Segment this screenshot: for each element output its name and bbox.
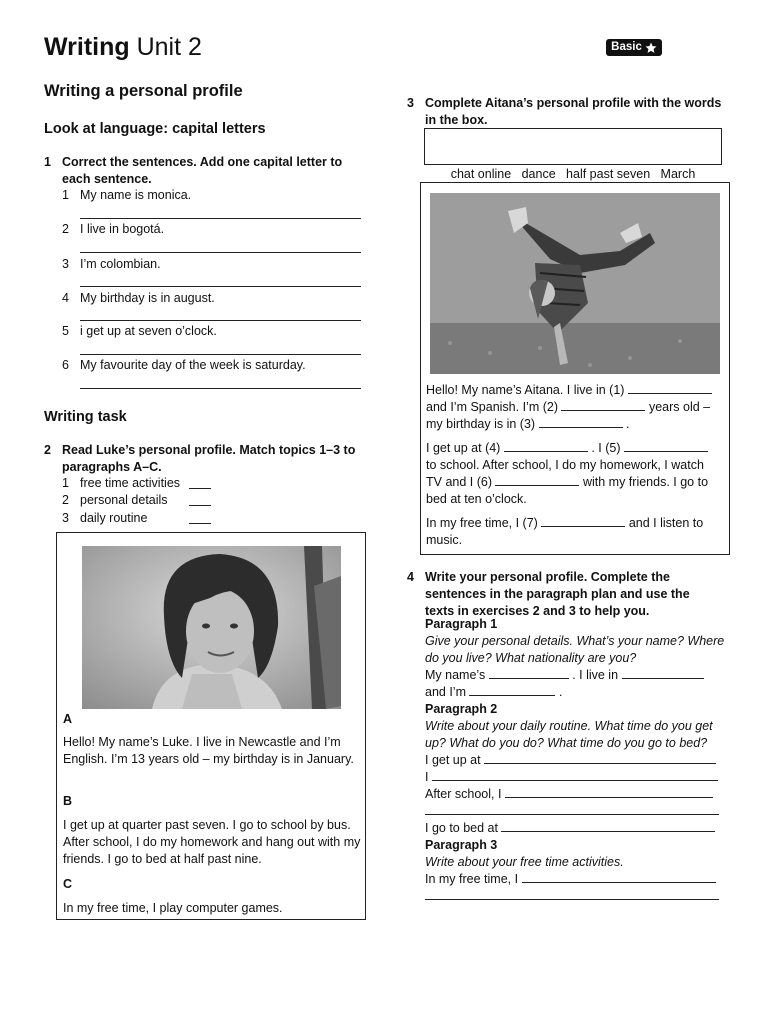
plan-text: After school, I (425, 786, 502, 801)
exercise-4-number: 4 (407, 570, 414, 584)
paragraph-a-text: Hello! My name’s Luke. I live in Newcastle and I’m English. I’m 13 years old – my birthday is in January. (63, 735, 354, 766)
ex2-topic-number: 3 (62, 511, 69, 525)
paragraph-b-label: B (63, 794, 73, 808)
ex1-item-text: I live in bogotá. (80, 222, 165, 236)
routine-blank[interactable] (432, 769, 718, 781)
ex1-answer-line[interactable] (80, 252, 361, 253)
exercise-1-instruction (44, 154, 364, 188)
aitana-text: . I (5) (591, 441, 621, 455)
aitana-text: music. (426, 532, 463, 547)
after-school-blank[interactable] (505, 786, 713, 798)
writing-task-heading: Writing task (44, 409, 127, 425)
exercise-3-text: Complete Aitana’s personal profile with the words in the box. (425, 96, 722, 127)
aitana-text: TV and I (6) (426, 474, 492, 489)
page-title-bold: Writing (44, 33, 130, 61)
ex2-answer-blank[interactable] (189, 488, 211, 489)
gap-6-blank[interactable] (495, 474, 579, 486)
ex2-topic-number: 1 (62, 476, 69, 490)
word-box (424, 128, 722, 181)
ex1-item-text: i get up at seven o’clock. (80, 324, 217, 338)
aitana-text: my birthday is in (3) (426, 416, 536, 431)
exercise-2-number: 2 (44, 443, 51, 457)
aitana-text: . (626, 416, 630, 431)
after-school-continue-blank[interactable] (425, 803, 719, 815)
level-badge (606, 39, 662, 56)
word-box-line: chat online dance half past seven March (450, 166, 696, 181)
nationality-blank[interactable] (469, 684, 555, 696)
city-blank[interactable] (622, 667, 704, 679)
exercise-4-instruction (407, 569, 707, 620)
aitana-paragraph-3 (426, 515, 730, 549)
luke-profile-box (56, 532, 366, 920)
aitana-text: to school. After school, I do my homework, I watch (426, 457, 704, 472)
ex1-item-text: My birthday is in august. (80, 291, 215, 305)
aitana-text: years old – (648, 399, 711, 414)
ex1-item-text: My favourite day of the week is saturday. (80, 358, 306, 372)
aitana-text: bed at ten o’clock. (426, 491, 527, 506)
ex1-answer-line[interactable] (80, 388, 361, 389)
page-title-unit: Unit 2 (136, 33, 202, 61)
aitana-text: and I listen to (628, 516, 704, 530)
aitana-text: I get up at (4) (426, 441, 501, 455)
paragraph-c-text: In my free time, I play computer games. (63, 901, 283, 915)
ex2-answer-blank[interactable] (189, 505, 211, 506)
paragraph-b-text: I get up at quarter past seven. I go to school by bus. After school, I do my homework and hang out with my friends. I go to bed at half past nine. (63, 818, 361, 866)
ex2-topic-text: daily routine (80, 511, 148, 525)
aitana-text: with my friends. I go to (582, 474, 709, 489)
aitana-paragraph-2 (426, 440, 730, 508)
paragraph-3-prompt: Write about your free time activities. (425, 854, 624, 869)
ex1-item-number: 4 (62, 291, 69, 305)
plan-text: In my free time, I (425, 871, 519, 886)
ex1-item-text: I’m colombian. (80, 257, 161, 271)
star-icon (645, 42, 657, 54)
boy-portrait-image (82, 546, 341, 709)
exercise-1-number: 1 (44, 155, 51, 169)
paragraph-c-label: C (63, 877, 73, 891)
ex2-answer-blank[interactable] (189, 523, 211, 524)
plan-text: I get up at (425, 752, 481, 767)
plan-text: I go to bed at (425, 820, 498, 835)
paragraph-2-title: Paragraph 2 (425, 701, 498, 716)
paragraph-1-title: Paragraph 1 (425, 617, 498, 631)
aitana-text: Hello! My name’s Aitana. I live in (1) (426, 383, 625, 397)
exercise-3-number: 3 (407, 96, 414, 110)
bed-time-blank[interactable] (501, 820, 715, 832)
paragraph-2-prompt: Write about your daily routine. What time do you get up? What do you do? What time do you go to bed? (425, 718, 713, 750)
exercise-4-text: Write your personal profile. Complete the sentences in the paragraph plan and use the texts in exercises 2 and 3 to help you. (425, 570, 690, 618)
gap-3-blank[interactable] (539, 416, 623, 428)
level-badge-label: Basic (611, 40, 642, 53)
exercise-3-instruction (407, 95, 727, 129)
ex1-answer-line[interactable] (80, 218, 361, 219)
ex2-topic-text: personal details (80, 493, 168, 507)
aitana-text: In my free time, I (7) (426, 516, 538, 530)
plan-text: and I’m (425, 684, 466, 699)
ex1-item-number: 6 (62, 358, 69, 372)
aitana-profile-box (420, 182, 730, 555)
exercise-2-text: Read Luke’s personal profile. Match topics 1–3 to paragraphs A–C. (62, 443, 356, 474)
breakdancer-image (430, 193, 720, 374)
plan-text: My name’s (425, 667, 486, 682)
ex2-topic-number: 2 (62, 493, 69, 507)
aitana-photo (430, 193, 720, 374)
ex1-item-number: 2 (62, 222, 69, 236)
luke-photo (82, 546, 341, 709)
ex1-item-text: My name is monica. (80, 188, 192, 202)
free-time-blank[interactable] (522, 871, 716, 883)
aitana-paragraph-1 (426, 382, 730, 433)
gap-2-blank[interactable] (561, 399, 645, 411)
ex1-answer-line[interactable] (80, 286, 361, 287)
aitana-text: and I’m Spanish. I’m (2) (426, 399, 558, 414)
get-up-blank[interactable] (484, 752, 716, 764)
free-time-continue-blank[interactable] (425, 888, 719, 900)
ex1-item-number: 3 (62, 257, 69, 271)
plan-text: I (425, 769, 429, 784)
section-title: Writing a personal profile (44, 82, 243, 100)
plan-text: . (558, 684, 563, 699)
gap-7-blank[interactable] (541, 515, 625, 527)
ex1-answer-line[interactable] (80, 320, 361, 321)
paragraph-1-prompt: Give your personal details. What’s your name? Where do you live? What nationality are you? (425, 633, 725, 665)
paragraph-a-label: A (63, 712, 73, 726)
look-at-language-heading: Look at language: capital letters (44, 121, 266, 137)
gap-5-blank[interactable] (624, 440, 708, 452)
plan-text: . I live in (572, 667, 619, 682)
name-blank[interactable] (489, 667, 569, 679)
paragraph-3-title: Paragraph 3 (425, 837, 498, 852)
ex1-answer-line[interactable] (80, 354, 361, 355)
gap-1-blank[interactable] (628, 382, 712, 394)
gap-4-blank[interactable] (504, 440, 588, 452)
ex1-item-number: 5 (62, 324, 69, 338)
ex1-item-number: 1 (62, 188, 69, 202)
exercise-1-text: Correct the sentences. Add one capital letter to each sentence. (62, 155, 343, 186)
ex2-topic-text: free time activities (80, 476, 181, 490)
exercise-2-instruction (44, 442, 364, 476)
page-title (44, 34, 202, 62)
paragraph-plan (425, 616, 725, 905)
